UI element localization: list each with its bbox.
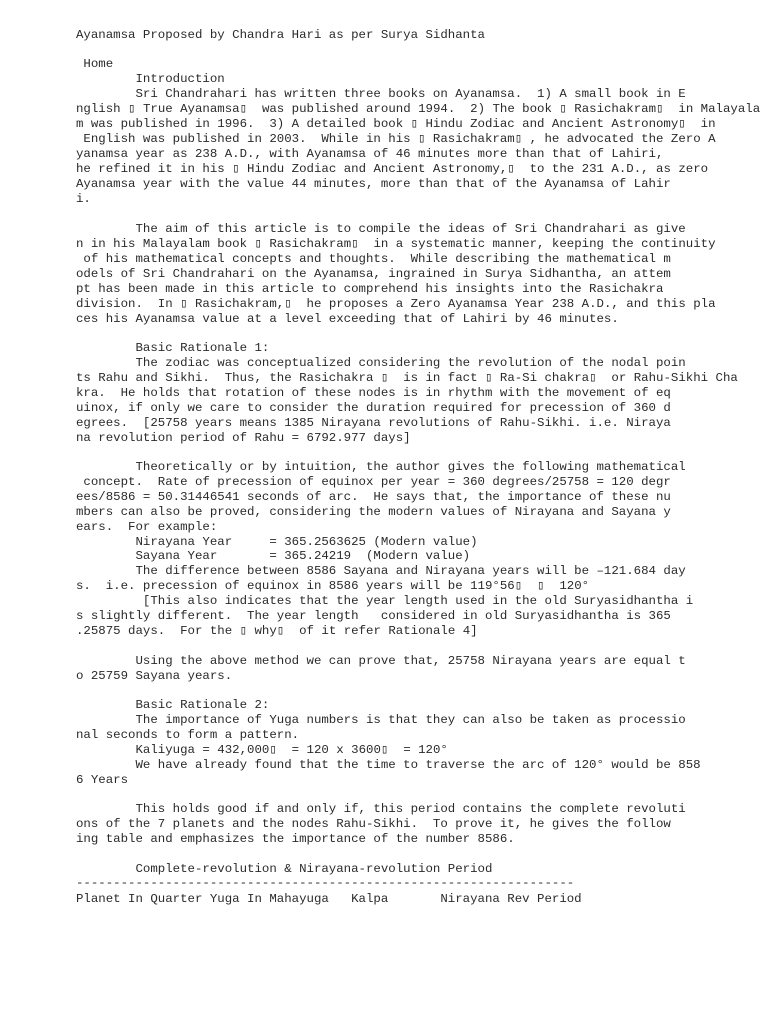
text-line: ing table and emphasizes the importance of the number 8586. [76, 832, 515, 846]
text-line: uinox, if only we care to consider the duration required for precession of 360 d [76, 401, 671, 415]
text-line: Sayana Year = 365.24219 (Modern value) [76, 549, 471, 563]
section-heading-rationale-1: Basic Rationale 1: [76, 341, 270, 355]
text-line: division. In ▯ Rasichakram,▯ he proposes a Zero Ayanamsa Year 238 A.D., and this pla [76, 297, 716, 311]
text-line: ears. For example: [76, 520, 218, 534]
text-line: nglish ▯ True Ayanamsa▯ was published around 1994. 2) The book ▯ Rasichakram▯ in Malayala [76, 102, 761, 116]
text-line: Kaliyuga = 432,000▯ = 120 x 3600▯ = 120° [76, 743, 448, 757]
text-line: n in his Malayalam book ▯ Rasichakram▯ in a systematic manner, keeping the continuity [76, 237, 716, 251]
text-line: kra. He holds that rotation of these nodes is in rhythm with the movement of eq [76, 386, 671, 400]
text-line: Using the above method we can prove that, 25758 Nirayana years are equal t [76, 654, 686, 668]
document-title: Ayanamsa Proposed by Chandra Hari as per Surya Sidhanta [76, 28, 485, 42]
text-line: The importance of Yuga numbers is that they can also be taken as processio [76, 713, 686, 727]
home-link[interactable]: Home [76, 57, 114, 71]
text-line: i. [76, 192, 91, 206]
text-line: he refined it in his ▯ Hindu Zodiac and Ancient Astronomy,▯ to the 231 A.D., as zero [76, 162, 709, 176]
text-line: The zodiac was conceptualized considering the revolution of the nodal poin [76, 356, 686, 370]
text-line: s. i.e. precession of equinox in 8586 years will be 119°56▯ ▯ 120° [76, 579, 590, 593]
text-line: na revolution period of Rahu = 6792.977 days] [76, 431, 411, 445]
text-line: yanamsa year as 238 A.D., with Ayanamsa of 46 minutes more than that of Lahiri, [76, 147, 664, 161]
text-line: This holds good if and only if, this period contains the complete revoluti [76, 802, 686, 816]
text-line: m was published in 1996. 3) A detailed book ▯ Hindu Zodiac and Ancient Astronomy▯ in [76, 117, 716, 131]
text-line: mbers can also be proved, considering the modern values of Nirayana and Sayana y [76, 505, 671, 519]
text-line: Nirayana Year = 365.2563625 (Modern value) [76, 535, 478, 549]
text-line: Ayanamsa year with the value 44 minutes, more than that of the Ayanamsa of Lahir [76, 177, 671, 191]
text-line: ees/8586 = 50.31446541 seconds of arc. He says that, the importance of these nu [76, 490, 671, 504]
text-line: egrees. [25758 years means 1385 Nirayana revolutions of Rahu-Sikhi. i.e. Niraya [76, 416, 671, 430]
text-line: English was published in 2003. While in his ▯ Rasichakram▯ , he advocated the Zero A [76, 132, 716, 146]
section-heading-introduction: Introduction [76, 72, 225, 86]
text-line: The aim of this article is to compile the ideas of Sri Chandrahari as give [76, 222, 686, 236]
text-line: [This also indicates that the year length used in the old Suryasidhantha i [76, 594, 694, 608]
text-line: ts Rahu and Sikhi. Thus, the Rasichakra ▯ is in fact ▯ Ra-Si chakra▯ or Rahu-Sikhi Cha [76, 371, 738, 385]
text-line: ons of the 7 planets and the nodes Rahu-Sikhi. To prove it, he gives the follow [76, 817, 671, 831]
text-line: Theoretically or by intuition, the author gives the following mathematical [76, 460, 686, 474]
text-line: s slightly different. The year length considered in old Suryasidhantha is 365 [76, 609, 671, 623]
section-heading-rationale-2: Basic Rationale 2: [76, 698, 270, 712]
text-line: concept. Rate of precession of equinox per year = 360 degrees/25758 = 120 degr [76, 475, 671, 489]
text-line: Sri Chandrahari has written three books on Ayanamsa. 1) A small book in E [76, 87, 686, 101]
table-caption: Complete-revolution & Nirayana-revolution Period [76, 862, 493, 876]
table-rule: ------------------------------------------------------------------- [76, 876, 575, 890]
text-line: of his mathematical concepts and thoughts. While describing the mathematical m [76, 252, 671, 266]
text-line: o 25759 Sayana years. [76, 669, 233, 683]
text-line: pt has been made in this article to comprehend his insights into the Rasichakra [76, 282, 664, 296]
text-line: odels of Sri Chandrahari on the Ayanamsa, ingrained in Surya Sidhantha, an attem [76, 267, 671, 281]
table-header: Planet In Quarter Yuga In Mahayuga Kalpa Nirayana Rev Period [76, 892, 582, 906]
text-line: ces his Ayanamsa value at a level exceeding that of Lahiri by 46 minutes. [76, 312, 619, 326]
text-line: 6 Years [76, 773, 129, 787]
text-line: .25875 days. For the ▯ why▯ of it refer Rationale 4] [76, 624, 478, 638]
text-line: nal seconds to form a pattern. [76, 728, 300, 742]
text-line: The difference between 8586 Sayana and Nirayana years will be –121.684 day [76, 564, 686, 578]
text-line: We have already found that the time to traverse the arc of 120° would be 858 [76, 758, 701, 772]
